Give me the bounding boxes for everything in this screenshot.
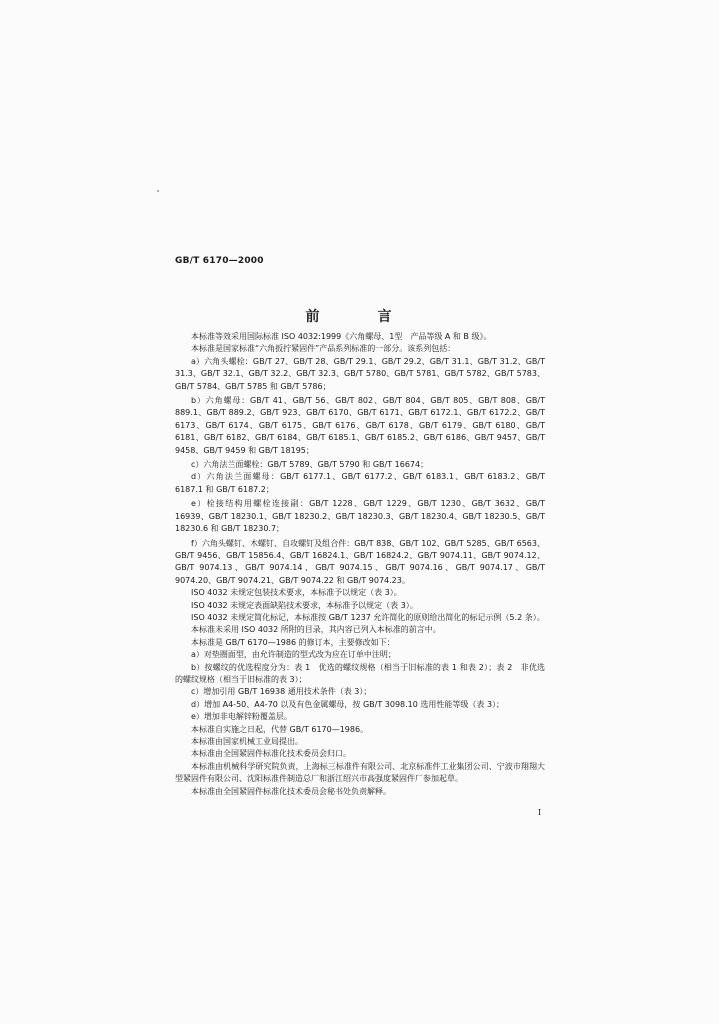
paragraph: ISO 4032 未规定表面缺陷技术要求，本标准予以规定（表 3）。: [191, 600, 418, 610]
scan-speck: [157, 190, 159, 192]
paragraph: 本标准由全国紧固件标准化技术委员会秘书处负责解释。: [191, 786, 391, 796]
paragraph: e）增加非电解锌粉覆盖层。: [191, 712, 292, 722]
paragraph: d）六角法兰面螺母：GB/T 6177.1、GB/T 6177.2、GB/T 6183.1、GB/T 6183.2、GB/T 6187.1 和 GB/T 6187.2；: [175, 472, 545, 494]
paragraph: ISO 4032 未规定简化标记，本标准按 GB/T 1237 允许简化的原则给出简化的标记示例（5.2 条）。: [191, 612, 545, 622]
page-number: I: [538, 808, 542, 817]
paragraph: 本标准由国家机械工业局提出。: [191, 737, 303, 746]
paragraph: ISO 4032 未规定包装技术要求，本标准予以规定（表 3）。: [191, 588, 402, 598]
paragraph: 本标准由机械科学研究院负责，上海标三标准件有限公司、北京标准件工业集团公司、宁波市翔翔大型紧固件有限公司、沈阳标准件制造总厂和浙江绍兴市高强度紧固件厂参加起草。: [175, 761, 545, 784]
foreword-body: [175, 331, 545, 798]
paragraph: 本标准是 GB/T 6170—1986 的修订本，主要修改如下：: [191, 637, 395, 647]
paragraph: f）六角头螺钉、木螺钉、自攻螺钉及组合件：GB/T 838、GB/T 102、GB/T 5285、GB/T 6563、GB/T 9456、GB/T 15856.4、GB/T 16824.1、GB/T 16824.2、GB/T 9074.11、GB/T 9074.12、GB/T 9074.13、GB/T 9074.14、GB/T 9074.15、GB/T 9074.16、GB/T 9074.17、GB/T 9074.20、GB/T 9074.21、GB/T 9074.22 和 GB/T 9074.23。: [175, 538, 545, 585]
paragraph: 本标准由全国紧固件标准化技术委员会归口。: [191, 749, 351, 759]
paragraph: a）六角头螺栓：GB/T 27、GB/T 28、GB/T 29.1、GB/T 29.2、GB/T 31.1、GB/T 31.2、GB/T 31.3、GB/T 32.1、GB/T 32.2、GB/T 32.3、GB/T 5780、GB/T 5781、GB/T 5782、GB/T 5783、GB/T 5784、GB/T 5785 和 GB/T 5786；: [175, 356, 545, 391]
paragraph: 本标准自实施之日起，代替 GB/T 6170—1986。: [191, 724, 369, 734]
paragraph: a）对垫圈面型，由允许制造的型式改为应在订单中注明；: [191, 650, 396, 660]
paragraph: b）按螺纹的优选程度分为：表 1 优选的螺纹规格（相当于旧标准的表 1 和表 2）；表 2 非优选的螺纹规格（相当于旧标准的表 3）；: [175, 662, 545, 684]
paragraph: 本标准等效采用国际标准 ISO 4032:1999《六角螺母、1型 产品等级 A 和 B 级》。: [191, 332, 492, 341]
paragraph: c）增加引用 GB/T 16938 通用技术条件（表 3）；: [191, 687, 372, 697]
paragraph: 本标准是国家标准“六角扳拧紧固件”产品系列标准的一部分。该系列包括：: [191, 344, 456, 354]
paragraph: e）栓接结构用螺栓连接副：GB/T 1228、GB/T 1229、GB/T 1230、GB/T 3632、GB/T 16939、GB/T 18230.1、GB/T 18230.2、GB/T 18230.3、GB/T 18230.4、GB/T 18230.5、GB/T 18230.6 和 GB/T 18230.7；: [175, 499, 545, 534]
paragraph: c）六角法兰面螺栓：GB/T 5789、GB/T 5790 和 GB/T 16674；: [191, 460, 429, 470]
standard-code: GB/T 6170—2000: [175, 256, 264, 266]
page-title: 前 言: [305, 309, 414, 325]
paragraph: b）六角螺母：GB/T 41、GB/T 56、GB/T 802、GB/T 804、GB/T 805、GB/T 808、GB/T 889.1、GB/T 889.2、GB/T 923、GB/T 6170、GB/T 6171、GB/T 6172.1、GB/T 6172.2、GB/T 6173、GB/T 6174、GB/T 6175、GB/T 6176、GB/T 6178、GB/T 6179、GB/T 6180、GB/T 6181、GB/T 6182、GB/T 6184、GB/T 6185.1、GB/T 6185.2、GB/T 6186、GB/T 9457、GB/T 9458、GB/T 9459 和 GB/T 18195；: [175, 396, 545, 455]
paragraph: 本标准未采用 ISO 4032 所附的目录，其内容已列入本标准的前言中。: [191, 625, 441, 635]
paragraph: d）增加 A4-50、A4-70 以及有色金属螺母，按 GB/T 3098.10 选用性能等级（表 3）；: [191, 699, 505, 709]
